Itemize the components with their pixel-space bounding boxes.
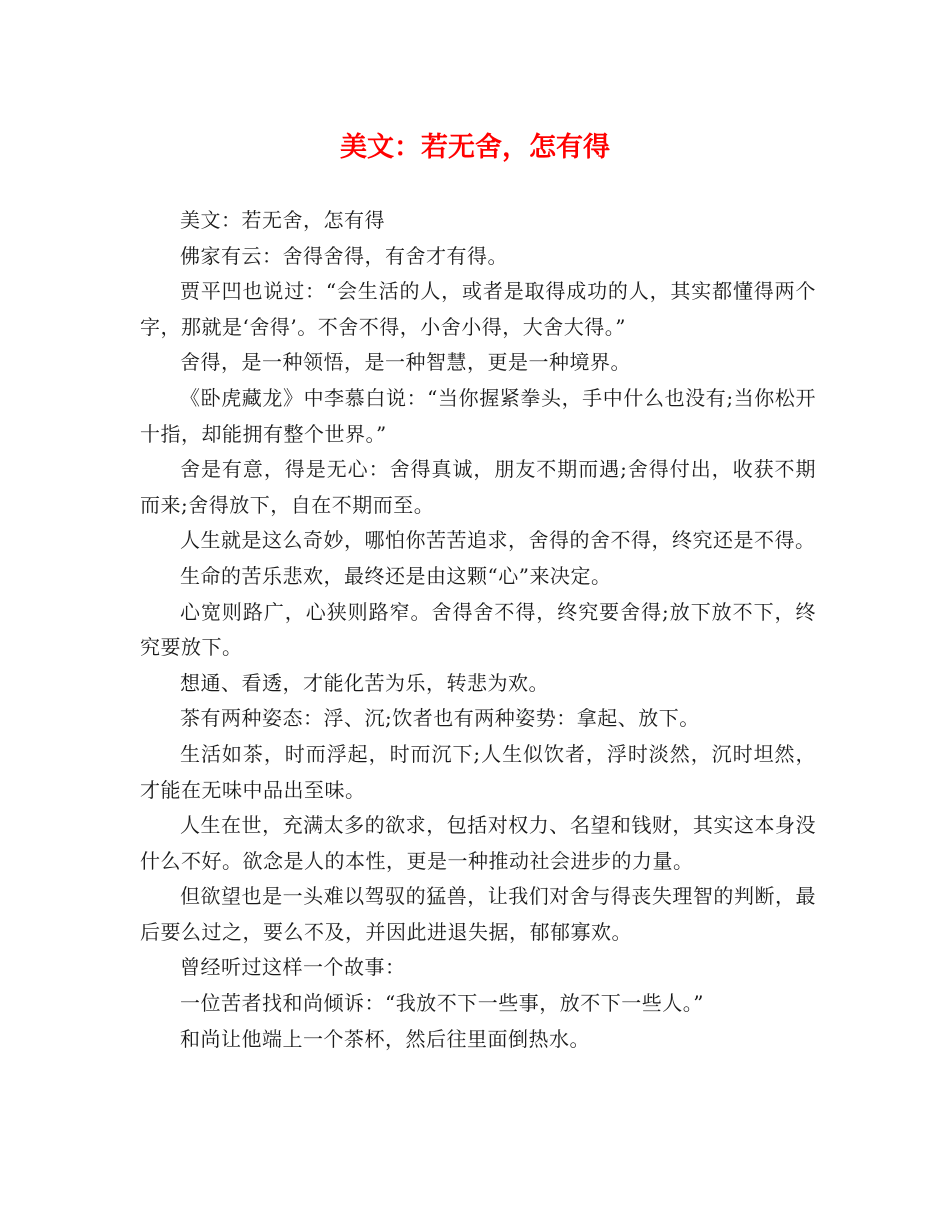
paragraph-17: 和尚让他端上一个茶杯，然后往里面倒热水。 bbox=[180, 1026, 590, 1051]
paragraph-9: 心宽则路广，心狭则路窄。舍得舍不得，终究要舍得;放下放不下，终究要放下。 bbox=[140, 599, 816, 660]
paragraph-3: 贾平凹也说过：“会生活的人，或者是取得成功的人，其实都懂得两个字，那就是‘舍得’。不舍不得，小舍小得，大舍大得。” bbox=[140, 279, 816, 339]
paragraph-14: 但欲望也是一头难以驾驭的猛兽，让我们对舍与得丧失理智的判断，最后要么过之，要么不及，并因此进退失据，郁郁寡欢。 bbox=[140, 884, 816, 944]
article-body bbox=[140, 203, 816, 1057]
paragraph-2: 佛家有云：舍得舍得，有舍才有得。 bbox=[180, 243, 508, 268]
paragraph-10: 想通、看透，才能化苦为乐，转悲为欢。 bbox=[180, 670, 549, 695]
paragraph-7: 人生就是这么奇妙，哪怕你苦苦追求，舍得的舍不得，终究还是不得。 bbox=[180, 528, 816, 553]
page-title: 美文：若无舍，怎有得 bbox=[340, 132, 610, 163]
paragraph-4: 舍得，是一种领悟，是一种智慧，更是一种境界。 bbox=[180, 350, 631, 375]
paragraph-8: 生命的苦乐悲欢，最终还是由这颗“心”来决定。 bbox=[180, 563, 612, 588]
paragraph-5: 《卧虎藏龙》中李慕白说：“当你握紧拳头，手中什么也没有;当你松开十指，却能拥有整个世界。” bbox=[140, 385, 816, 446]
paragraph-15: 曾经听过这样一个故事： bbox=[180, 955, 406, 980]
paragraph-16: 一位苦者找和尚倾诉：“我放不下一些事，放不下一些人。” bbox=[180, 991, 704, 1016]
paragraph-12: 生活如茶，时而浮起，时而沉下;人生似饮者，浮时淡然，沉时坦然，才能在无味中品出至味。 bbox=[140, 741, 816, 802]
paragraph-6: 舍是有意，得是无心：舍得真诚，朋友不期而遇;舍得付出，收获不期而来;舍得放下，自在不期而至。 bbox=[140, 457, 816, 517]
paragraph-13: 人生在世，充满太多的欲求，包括对权力、名望和钱财，其实这本身没什么不好。欲念是人的本性，更是一种推动社会进步的力量。 bbox=[140, 813, 816, 873]
paragraph-11: 茶有两种姿态：浮、沉;饮者也有两种姿势：拿起、放下。 bbox=[180, 706, 700, 731]
paragraph-1: 美文：若无舍，怎有得 bbox=[180, 208, 385, 232]
